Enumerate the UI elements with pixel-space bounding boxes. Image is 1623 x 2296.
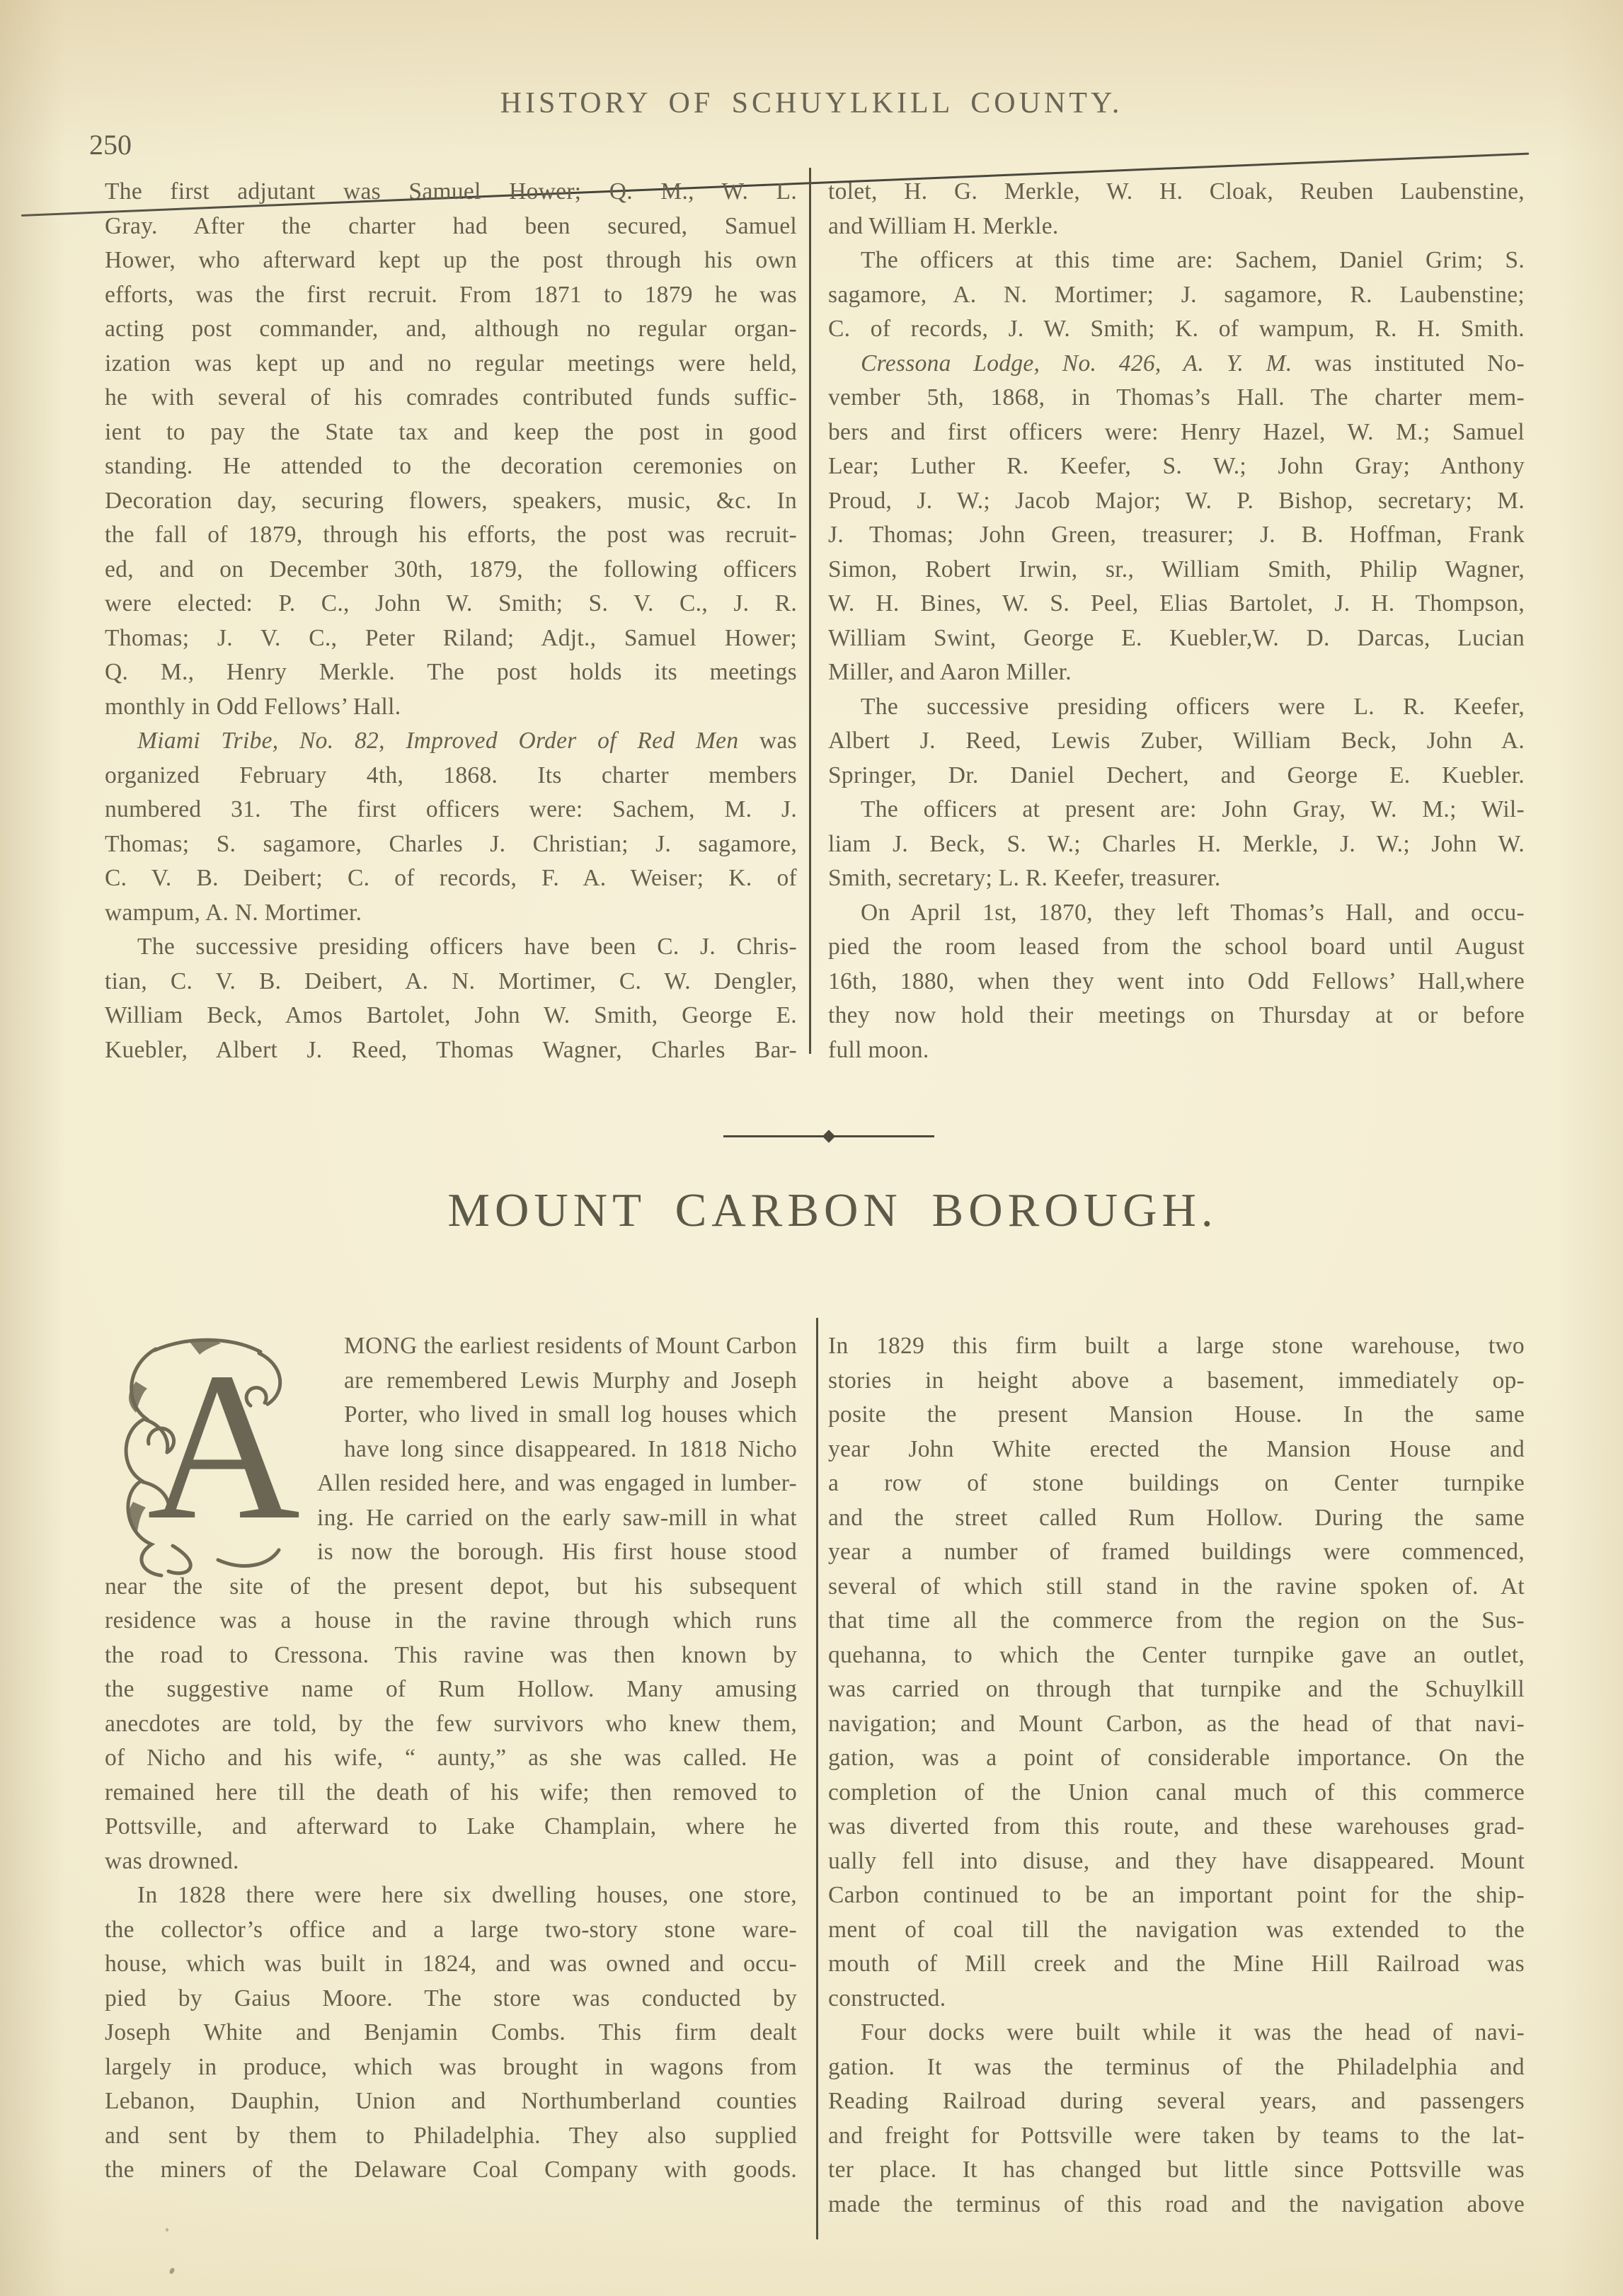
text-line: the suggestive name of Rum Hollow. Many amusing (105, 1676, 797, 1702)
column-divider-top (809, 168, 811, 1054)
text-line: anecdotes are told, by the few survivors who knew them, (105, 1710, 797, 1737)
text-line: Joseph White and Benjamin Combs. This firm dealt (105, 2019, 797, 2045)
text-line: numbered 31. The first officers were: Sachem, M. J. (105, 796, 797, 822)
text-line: standing. He attended to the decoration ceremonies on (105, 453, 797, 479)
text-line: a row of stone buildings on Center turnpike (828, 1470, 1525, 1496)
ink-speck (168, 2267, 176, 2275)
text-line: remained here till the death of his wife; then removed to (105, 1779, 797, 1806)
text-line: full moon. (828, 1036, 929, 1063)
text-line: Porter, who lived in small log houses which (344, 1401, 797, 1428)
text-line: wampum, A. N. Mortimer. (105, 899, 362, 926)
drop-cap-letter: A (147, 1335, 301, 1563)
text-line: made the terminus of this road and the navigation above (828, 2191, 1525, 2217)
text-line: are remembered Lewis Murphy and Joseph (344, 1367, 797, 1394)
text-line: monthly in Odd Fellows’ Hall. (105, 693, 401, 720)
text-line: posite the present Mansion House. In the same (828, 1401, 1525, 1428)
ornate-initial-A-icon (105, 1335, 328, 1581)
drop-cap-ornament (105, 1335, 328, 1581)
section-heading: MOUNT CARBON BOROUGH. (447, 1184, 1218, 1236)
text-line: sagamore, A. N. Mortimer; J. sagamore, R. Laubenstine; (828, 281, 1525, 308)
text-line: of Nicho and his wife, “ aunty,” as she was called. He (105, 1745, 797, 1771)
running-header-title: HISTORY OF SCHUYLKILL COUNTY. (500, 87, 1123, 120)
text-line: Simon, Robert Irwin, sr., William Smith, Philip Wagner, (828, 556, 1525, 582)
text-line: efforts, was the first recruit. From 1871 to 1879 he was (105, 281, 797, 308)
text-line: The first adjutant was Samuel Hower; Q. M., W. L. (105, 178, 797, 205)
italic-text-segment: Cressona Lodge, No. 426, A. Y. M. (861, 350, 1292, 377)
text-line: MONG the earliest residents of Mount Carbon (344, 1333, 797, 1359)
text-line: ing. He carried on the early saw-mill in what (317, 1504, 797, 1531)
text-line: The successive presiding officers have been C. J. Chris- (137, 934, 797, 960)
text-line: The officers at present are: John Gray, W. M.; Wil- (861, 796, 1525, 822)
text-line: J. Thomas; John Green, treasurer; J. B. Hoffman, Frank (828, 522, 1525, 548)
text-line: he with several of his comrades contributed funds suffic- (105, 384, 797, 411)
text-line: ization was kept up and no regular meetings were held, (105, 350, 797, 377)
text-line: the collector’s office and a large two-story stone ware- (105, 1916, 797, 1943)
text-line: In 1829 this firm built a large stone warehouse, two (828, 1333, 1525, 1359)
text-line: gation, was a point of considerable importance. On the (828, 1745, 1525, 1771)
text-line: constructed. (828, 1985, 946, 2011)
text-line (828, 347, 1525, 381)
text-line: ter place. It has changed but little since Pottsville was (828, 2157, 1525, 2183)
text-line: Four docks were built while it was the head of navi- (861, 2019, 1525, 2045)
text-line: Gray. After the charter had been secured, Samuel (105, 212, 797, 239)
text-line (105, 724, 797, 759)
text-line: W. H. Bines, W. S. Peel, Elias Bartolet, J. H. Thompson, (828, 590, 1525, 616)
text-line: ient to pay the State tax and keep the post in good (105, 418, 797, 445)
text-line: pied by Gaius Moore. The store was conducted by (105, 1985, 797, 2011)
text-line: they now hold their meetings on Thursday at or before (828, 1002, 1525, 1028)
text-line: In 1828 there were here six dwelling houses, one store, (137, 1882, 797, 1908)
text-line: Smith, secretary; L. R. Keefer, treasurer. (828, 865, 1221, 891)
text-line: The officers at this time are: Sachem, Daniel Grim; S. (861, 247, 1525, 273)
text-line: Q. M., Henry Merkle. The post holds its meetings (105, 659, 797, 685)
text-line: Reading Railroad during several years, and passengers (828, 2088, 1525, 2114)
text-line: C. of records, J. W. Smith; K. of wampum, R. H. Smith. (828, 316, 1525, 342)
text-line: was carried on through that turnpike and the Schuylkill (828, 1676, 1525, 1702)
text-line: was drowned. (105, 1847, 239, 1874)
text-column-bottom-right (828, 1329, 1525, 2222)
text-line: and the street called Rum Hollow. During the same (828, 1504, 1525, 1531)
text-line: have long since disappeared. In 1818 Nicho (344, 1435, 797, 1462)
text-line: 16th, 1880, when they went into Odd Fellows’ Hall,where (828, 968, 1525, 994)
text-line: William Swint, George E. Kuebler,W. D. Darcas, Lucian (828, 624, 1525, 651)
diamond-ornament-icon (822, 1130, 835, 1142)
text-line: Lebanon, Dauphin, Union and Northumberland counties (105, 2088, 797, 2114)
text-line: ually fell into disuse, and they have disappeared. Mount (828, 1847, 1525, 1874)
text-line: the miners of the Delaware Coal Company with goods. (105, 2157, 797, 2183)
text-line: tian, C. V. B. Deibert, A. N. Mortimer, C. W. Dengler, (105, 968, 797, 994)
text-line: tolet, H. G. Merkle, W. H. Cloak, Reuben Laubenstine, (828, 178, 1525, 205)
text-line: acting post commander, and, although no regular organ- (105, 316, 797, 342)
text-line: Miller, and Aaron Miller. (828, 659, 1072, 685)
column-divider-bottom (816, 1318, 818, 2239)
text-line: Pottsville, and afterward to Lake Champlain, where he (105, 1813, 797, 1839)
text-line: completion of the Union canal much of this commerce (828, 1779, 1525, 1806)
text-line: Decoration day, securing flowers, speakers, music, &c. In (105, 487, 797, 514)
text-line: bers and first officers were: Henry Hazel, W. M.; Samuel (828, 418, 1525, 445)
text-line: residence was a house in the ravine through which runs (105, 1607, 797, 1634)
text-column-top-left (105, 175, 797, 1067)
text-segment: was (738, 728, 797, 754)
text-line: Hower, who afterward kept up the post through his own (105, 247, 797, 273)
text-line: quehanna, to which the Center turnpike gave an outlet, (828, 1641, 1525, 1668)
text-line: year a number of framed buildings were commenced, (828, 1539, 1525, 1565)
text-line: Albert J. Reed, Lewis Zuber, William Beck, John A. (828, 728, 1525, 754)
page-number: 250 (89, 129, 132, 161)
text-line: mouth of Mill creek and the Mine Hill Railroad was (828, 1951, 1525, 1977)
text-line: Carbon continued to be an important point for the ship- (828, 1882, 1525, 1908)
text-line: organized February 4th, 1868. Its charter members (105, 762, 797, 788)
section-divider (723, 1132, 934, 1142)
text-line: ed, and on December 30th, 1879, the following officers (105, 556, 797, 582)
text-line: Allen resided here, and was engaged in lumber- (317, 1470, 797, 1496)
text-line: were elected: P. C., John W. Smith; S. V. C., J. R. (105, 590, 797, 616)
text-line: On April 1st, 1870, they left Thomas’s Hall, and occu- (861, 899, 1525, 926)
text-line: Springer, Dr. Daniel Dechert, and George E. Kuebler. (828, 762, 1525, 788)
text-segment: was instituted No- (1292, 350, 1525, 377)
italic-text-segment: Miami Tribe, No. 82, Improved Order of Red Men (137, 728, 739, 754)
text-line: year John White erected the Mansion House and (828, 1435, 1525, 1462)
text-line: Lear; Luther R. Keefer, S. W.; John Gray; Anthony (828, 453, 1525, 479)
text-line: liam J. Beck, S. W.; Charles H. Merkle, J. W.; John W. (828, 830, 1525, 857)
text-line: house, which was built in 1824, and was owned and occu- (105, 1951, 797, 1977)
text-line: and freight for Pottsville were taken by teams to the lat- (828, 2122, 1525, 2149)
text-line: navigation; and Mount Carbon, as the head of that navi- (828, 1710, 1525, 1737)
text-line: that time all the commerce from the region on the Sus- (828, 1607, 1525, 1634)
text-line: The successive presiding officers were L. R. Keefer, (861, 693, 1525, 720)
text-line: gation. It was the terminus of the Philadelphia and (828, 2053, 1525, 2080)
text-line: Thomas; S. sagamore, Charles J. Christian; J. sagamore, (105, 830, 797, 857)
text-line: ment of coal till the navigation was extended to the (828, 1916, 1525, 1943)
text-line: vember 5th, 1868, in Thomas’s Hall. The charter mem- (828, 384, 1525, 411)
text-line: Kuebler, Albert J. Reed, Thomas Wagner, Charles Bar- (105, 1036, 797, 1063)
ink-speck (166, 2228, 168, 2232)
text-line: is now the borough. His first house stood (317, 1539, 797, 1565)
text-line: near the site of the present depot, but his subsequent (105, 1573, 797, 1600)
text-line: Thomas; J. V. C., Peter Riland; Adjt., Samuel Hower; (105, 624, 797, 651)
text-line: pied the room leased from the school board until August (828, 934, 1525, 960)
text-line: largely in produce, which was brought in wagons from (105, 2053, 797, 2080)
text-line: Proud, J. W.; Jacob Major; W. P. Bishop, secretary; M. (828, 487, 1525, 514)
text-line: William Beck, Amos Bartolet, John W. Smith, George E. (105, 1002, 797, 1028)
text-line: stories in height above a basement, immediately op- (828, 1367, 1525, 1394)
text-line: C. V. B. Deibert; C. of records, F. A. Weiser; K. of (105, 865, 797, 891)
text-line: and William H. Merkle. (828, 212, 1059, 239)
text-line: the road to Cressona. This ravine was then known by (105, 1641, 797, 1668)
text-line: the fall of 1879, through his efforts, the post was recruit- (105, 522, 797, 548)
text-line: was diverted from this route, and these warehouses grad- (828, 1813, 1525, 1839)
text-line: and sent by them to Philadelphia. They also supplied (105, 2122, 797, 2149)
text-line: several of which still stand in the ravine spoken of. At (828, 1573, 1525, 1600)
text-column-top-right (828, 175, 1525, 1067)
